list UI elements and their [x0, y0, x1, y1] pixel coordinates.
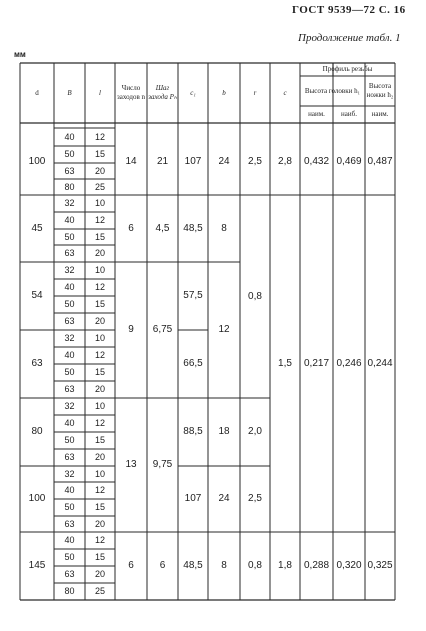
cell-b: 24 — [218, 493, 230, 504]
cell-ph: 6 — [159, 560, 166, 571]
cell-b: 63 — [64, 165, 75, 176]
cell-ph: 4,5 — [155, 222, 170, 234]
units-label: мм — [14, 50, 26, 59]
cell-b: 50 — [64, 231, 75, 242]
cell-b: 50 — [64, 552, 75, 562]
cell-h2: 0,325 — [367, 560, 393, 571]
cell-b: 12 — [218, 324, 230, 335]
min-subheader-2: наим. — [371, 110, 389, 118]
cell-d: 100 — [28, 155, 46, 167]
cell-l: 15 — [94, 367, 105, 377]
cell-h1: 0,217 — [303, 357, 330, 369]
cell-b: 50 — [64, 367, 75, 377]
cell-c1: 57,5 — [183, 290, 203, 301]
cell-l: 12 — [94, 350, 105, 360]
table-continuation-label: Продолжение табл. 1 — [298, 32, 401, 44]
cell-l: 15 — [94, 552, 105, 562]
cell-b: 24 — [218, 155, 230, 167]
cell-n: 6 — [128, 560, 134, 571]
max-subheader: наиб. — [341, 110, 357, 118]
cell-b: 63 — [64, 248, 75, 258]
cell-ph: 21 — [156, 155, 169, 167]
cell-b: 50 — [64, 435, 75, 445]
head-height-header: Высота головки h₁ — [304, 86, 361, 95]
cell-n: 14 — [125, 155, 137, 167]
cell-b: 40 — [64, 485, 75, 495]
cell-b: 32 — [64, 198, 75, 208]
cell-c1: 66,5 — [183, 358, 203, 369]
cell-b: 50 — [64, 299, 75, 309]
cell-b: 63 — [64, 452, 75, 462]
cell-n: 13 — [125, 459, 137, 470]
cell-b: 63 — [64, 569, 75, 579]
cell-d: 145 — [28, 560, 46, 571]
cell-l: 25 — [94, 181, 105, 192]
cell-c1: 88,5 — [183, 426, 203, 437]
cell-l: 10 — [94, 265, 105, 275]
cell-b: 63 — [64, 518, 75, 529]
cell-h1max: 0,469 — [336, 155, 362, 167]
cell-l: 12 — [94, 215, 105, 225]
cell-d: 45 — [31, 222, 43, 234]
cell-r: 0,8 — [248, 560, 262, 571]
cell-l: 15 — [94, 435, 105, 445]
cell-b: 40 — [64, 215, 75, 225]
document-header: ГОСТ 9539—72 С. 16 — [292, 4, 406, 16]
cell-l: 15 — [94, 502, 105, 512]
cell-b: 32 — [64, 468, 75, 479]
cell-d: 80 — [31, 426, 43, 437]
cell-b: 63 — [64, 316, 75, 326]
col-header-c: c — [283, 88, 287, 97]
cell-l: 25 — [94, 586, 105, 596]
cell-b: 40 — [64, 535, 75, 545]
cell-ph: 9,75 — [152, 459, 173, 470]
profile-header: Профиль резьбы — [322, 65, 373, 73]
cell-b: 80 — [64, 181, 75, 192]
cell-c: 1,8 — [278, 560, 292, 571]
cell-h2: 0,244 — [367, 357, 393, 369]
cell-h1max: 0,246 — [336, 357, 362, 369]
cell-b: 40 — [64, 131, 75, 142]
cell-b: 40 — [64, 282, 75, 292]
cell-l: 12 — [94, 131, 105, 142]
cell-c1: 107 — [184, 155, 202, 167]
cell-l: 20 — [94, 569, 105, 579]
cell-d: 54 — [31, 290, 43, 301]
cell-b: 50 — [64, 502, 75, 512]
cell-b: 32 — [64, 333, 75, 343]
cell-c1: 48,5 — [183, 222, 203, 234]
cell-b: 40 — [64, 418, 75, 428]
cell-b: 32 — [64, 401, 75, 411]
col-header-b-width: b — [222, 88, 226, 97]
cell-l: 20 — [94, 452, 105, 462]
cell-r: 0,8 — [248, 290, 262, 302]
cell-h2: 0,487 — [367, 155, 393, 167]
cell-l: 10 — [94, 198, 105, 208]
min-subheader: наим. — [308, 110, 325, 118]
cell-b: 80 — [64, 586, 75, 596]
cell-n: 6 — [128, 222, 134, 234]
cell-c1: 48,5 — [183, 560, 203, 571]
col-header-l: l — [99, 88, 101, 97]
cell-l: 10 — [94, 401, 105, 411]
cell-l: 15 — [94, 149, 105, 159]
cell-l: 15 — [94, 299, 105, 309]
cell-h1: 0,288 — [303, 560, 330, 571]
cell-l: 10 — [94, 333, 105, 343]
cell-l: 12 — [94, 418, 105, 428]
cell-ph: 6,75 — [152, 324, 173, 335]
cell-h1: 0,432 — [303, 155, 330, 167]
cell-l: 12 — [94, 535, 105, 545]
cell-d: 100 — [28, 493, 46, 504]
cell-l: 20 — [94, 165, 105, 176]
cell-l: 10 — [94, 468, 105, 479]
cell-b: 50 — [64, 149, 75, 159]
cell-h1max: 0,320 — [336, 560, 362, 571]
cell-c: 1,5 — [278, 357, 292, 369]
col-header-c1: c₁ — [190, 88, 196, 97]
cell-n: 9 — [128, 324, 134, 335]
cell-b: 18 — [218, 426, 230, 437]
col-header-n: Число заходов n — [116, 84, 146, 101]
cell-l: 20 — [94, 384, 105, 394]
cell-l: 15 — [94, 231, 105, 242]
cell-r: 2,0 — [248, 426, 262, 437]
cell-b: 63 — [64, 384, 75, 394]
col-header-d: d — [35, 88, 39, 97]
cell-r: 2,5 — [248, 155, 262, 167]
cell-l: 20 — [94, 316, 105, 326]
cell-b: 8 — [221, 222, 227, 234]
cell-b: 40 — [64, 350, 75, 360]
cell-l: 12 — [94, 282, 105, 292]
col-header-r: r — [253, 88, 257, 97]
cell-c: 2,8 — [278, 155, 292, 167]
col-header-b: B — [67, 88, 72, 97]
cell-d: 63 — [31, 358, 43, 369]
cell-l: 20 — [94, 248, 105, 258]
col-header-ph: Шаг захода Pₕ — [148, 84, 177, 101]
cell-b: 32 — [64, 265, 75, 275]
cell-r: 2,5 — [248, 493, 262, 504]
cell-l: 20 — [94, 518, 105, 529]
cell-b: 8 — [221, 560, 227, 571]
root-height-header: Высота ножки h₂ — [366, 82, 394, 99]
cell-c1: 107 — [184, 493, 202, 504]
cell-l: 12 — [94, 485, 105, 495]
